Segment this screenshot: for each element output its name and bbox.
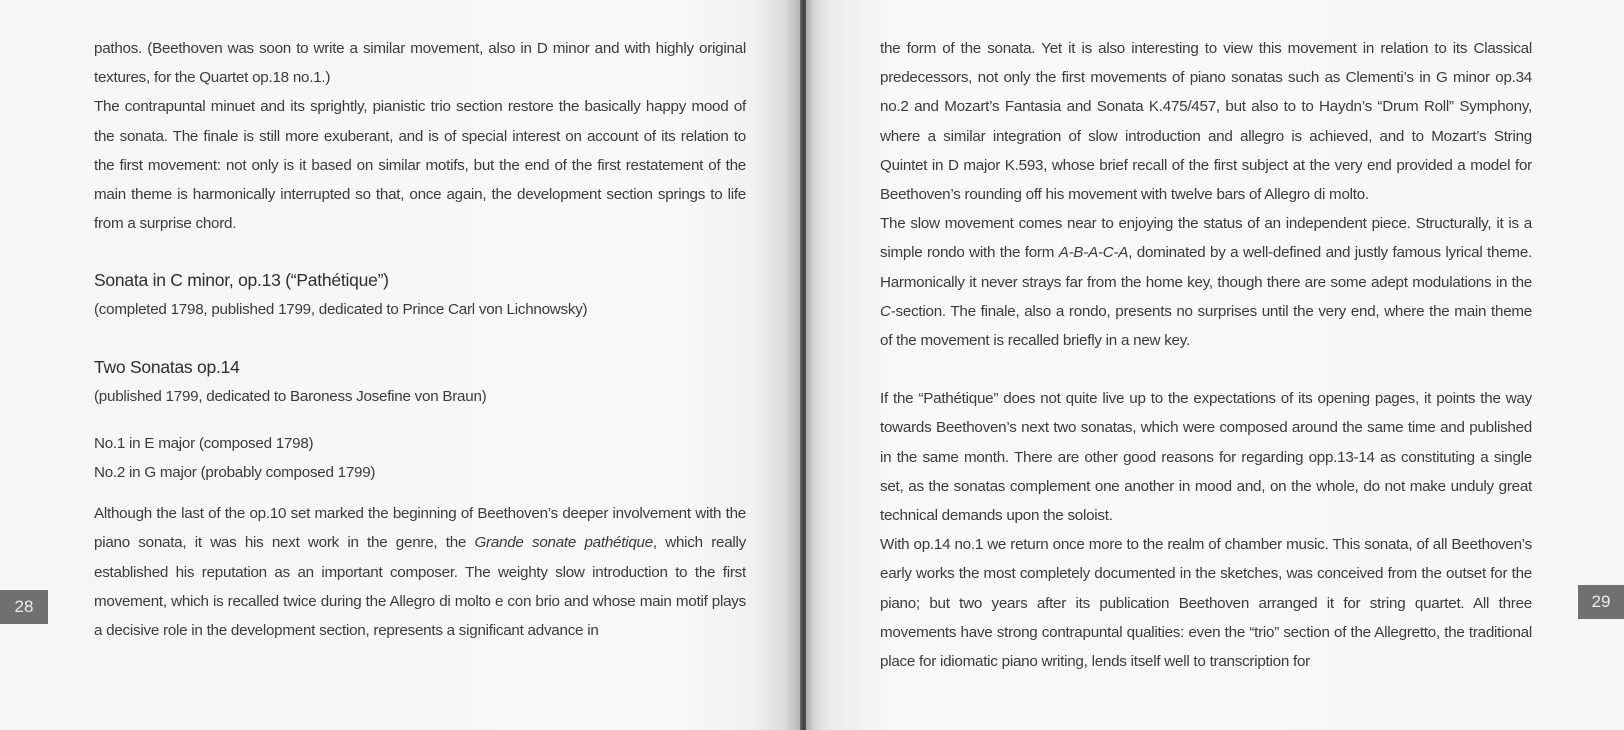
paragraph — [880, 209, 1532, 355]
paragraph — [94, 499, 746, 645]
left-page — [0, 0, 800, 730]
work-item: No.2 in G major (probably composed 1799) — [94, 464, 376, 482]
italic-form: A-B-A-C-A — [1058, 244, 1129, 262]
paragraph: the form of the sonata. Yet it is also interesting to view this movement in relation to its Classical predecessors, not only the first movements of piano sonatas such as Clementi’s in G minor op.34 no.2 and Mozart’s Fantasia and Sonata K.475/457, but also to to Haydn’s “Drum Roll” Symphony, where a similar integration of slow introduction and allegro is achieved, and to Mozart’s String Quintet in D major K.593, whose brief recall of the first subject at the very end provided a model for Beethoven’s rounding off his movement with twelve bars of Allegro di molto. — [880, 40, 1532, 204]
italic-section: C — [880, 302, 891, 320]
text-run: , which really established his reputation as an important composer. The weighty slow introduction to the first movement, which is recalled twice during the Allegro di molto e con brio and whose main motif plays a decisive role in the development section, represents a significant advance in — [94, 534, 747, 640]
text-run: -section. The finale, also a rondo, presents no surprises until the very end, where the main theme of the movement is recalled briefly in a new key. — [880, 302, 1532, 350]
page-number-tab: 28 — [0, 590, 48, 624]
paragraph: If the “Pathétique” does not quite live up to the expectations of its opening pages, it points the way towards Beethoven’s next two sonatas, which were composed around the same time and published in the same month. There are other good reasons for regarding opp.13-14 as constituting a single set, as the sonatas complement one another in mood and, on the whole, do not make unduly great technical demands upon the soloist. — [880, 390, 1532, 525]
text-run: Although the last of the op.10 set marked the beginning of Beethoven’s deeper involvement with the piano sonata, it was his next work in the genre, the — [94, 505, 746, 552]
section-heading-op14: Two Sonatas op.14 — [94, 356, 240, 377]
section-heading-op13: Sonata in C minor, op.13 (“Pathétique”) — [94, 270, 389, 291]
paragraph: With op.14 no.1 we return once more to the realm of chamber music. This sonata, of all Beethoven’s early works the most completely documented in the sketches, was conceived from the outset for the piano; but two years after its publication Beethoven arranged it for string quartet. All three movements have strong contrapuntal qualities: even the “trio” section of the Allegretto, the traditional place for idiomatic piano writing, lends itself well to transcription for — [880, 536, 1532, 671]
section-subtitle-op13: (completed 1798, published 1799, dedicated to Prince Carl von Lichnowsky) — [94, 301, 588, 319]
paragraph: The contrapuntal minuet and its sprightly, pianistic trio section restore the basically happy mood of the sonata. The finale is still more exuberant, and is of special interest on account of its relation to the first movement: not only is it based on similar motifs, but the end of the first restatement of the main theme is harmonically interrupted so that, once again, the development section springs to life from a surprise chord. — [94, 98, 746, 233]
text-run: , dominated by a well-defined and justly famous lyrical theme. Harmonically it never strays far from the home key, though there are some adept modulations in the — [880, 244, 1532, 291]
paragraph: pathos. (Beethoven was soon to write a similar movement, also in D minor and with highly original textures, for the Quartet op.18 no.1.) — [94, 40, 746, 87]
page-number-tab: 29 — [1578, 585, 1624, 619]
text-run: The slow movement comes near to enjoying the status of an independent piece. Structurally, it is a simple rondo with the form — [880, 215, 1532, 262]
italic-title: Grande sonate pathétique — [474, 534, 653, 552]
section-subtitle-op14: (published 1799, dedicated to Baroness Josefine von Braun) — [94, 387, 487, 405]
work-item: No.1 in E major (composed 1798) — [94, 434, 314, 452]
right-page-text — [880, 34, 1532, 676]
left-page-text — [94, 34, 746, 645]
